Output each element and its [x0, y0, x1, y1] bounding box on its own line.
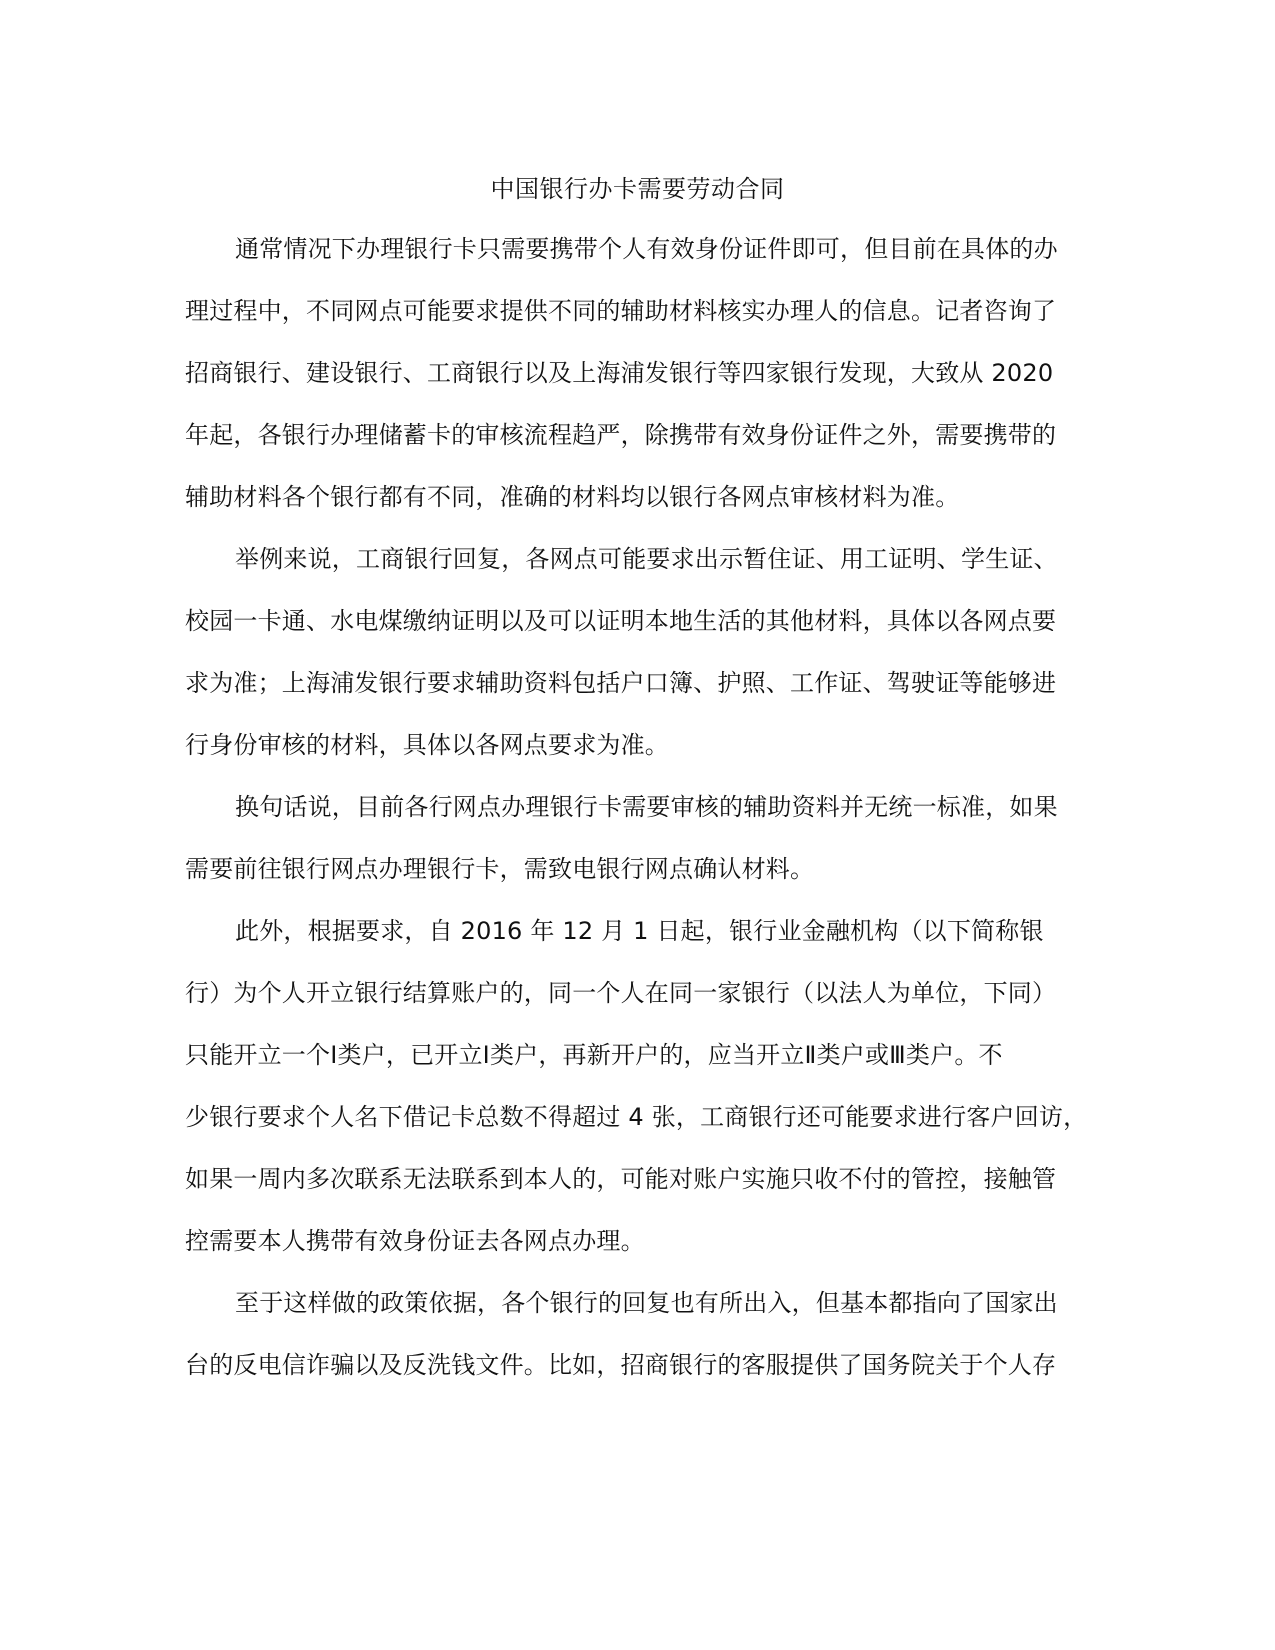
paragraph-4-line-6: 控需要本人携带有效身份证去各网点办理。 — [185, 1227, 645, 1255]
paragraph-1-line-2: 理过程中，不同网点可能要求提供不同的辅助材料核实办理人的信息。记者咨询了 — [185, 297, 1057, 325]
document-title: 中国银行办卡需要劳动合同 — [490, 175, 785, 203]
paragraph-4-line-5: 如果一周内多次联系无法联系到本人的，可能对账户实施只收不付的管控，接触管 — [185, 1165, 1057, 1193]
paragraph-3-line-1: 换句话说，目前各行网点办理银行卡需要审核的辅助资料并无统一标准，如果 — [235, 793, 1058, 821]
paragraph-1-line-4: 年起，各银行办理储蓄卡的审核流程趋严，除携带有效身份证件之外，需要携带的 — [185, 421, 1057, 449]
paragraph-5-line-1: 至于这样做的政策依据，各个银行的回复也有所出入，但基本都指向了国家出 — [235, 1289, 1058, 1317]
paragraph-1-line-1: 通常情况下办理银行卡只需要携带个人有效身份证件即可，但目前在具体的办 — [235, 235, 1058, 263]
paragraph-4-line-4: 少银行要求个人名下借记卡总数不得超过 4 张，工商银行还可能要求进行客户回访， — [185, 1103, 1088, 1131]
paragraph-1-line-5: 辅助材料各个银行都有不同，准确的材料均以银行各网点审核材料为准。 — [185, 483, 960, 511]
paragraph-2-line-1: 举例来说，工商银行回复，各网点可能要求出示暂住证、用工证明、学生证、 — [235, 545, 1058, 573]
paragraph-4-line-2: 行）为个人开立银行结算账户的，同一个人在同一家银行（以法人为单位，下同） — [185, 979, 1057, 1007]
paragraph-2-line-2: 校园一卡通、水电煤缴纳证明以及可以证明本地生活的其他材料，具体以各网点要 — [185, 607, 1057, 635]
paragraph-4-line-3: 只能开立一个Ⅰ类户，已开立Ⅰ类户，再新开户的，应当开立Ⅱ类户或Ⅲ类户。不 — [185, 1041, 1003, 1069]
paragraph-2-line-3: 求为准；上海浦发银行要求辅助资料包括户口簿、护照、工作证、驾驶证等能够进 — [185, 669, 1057, 697]
paragraph-1-line-3: 招商银行、建设银行、工商银行以及上海浦发银行等四家银行发现，大致从 2020 — [185, 359, 1054, 387]
paragraph-2-line-4: 行身份审核的材料，具体以各网点要求为准。 — [185, 731, 669, 759]
paragraph-4-line-1: 此外，根据要求，自 2016 年 12 月 1 日起，银行业金融机构（以下简称银 — [235, 917, 1044, 945]
paragraph-5-line-2: 台的反电信诈骗以及反洗钱文件。比如，招商银行的客服提供了国务院关于个人存 — [185, 1351, 1057, 1379]
paragraph-3-line-2: 需要前往银行网点办理银行卡，需致电银行网点确认材料。 — [185, 855, 815, 883]
